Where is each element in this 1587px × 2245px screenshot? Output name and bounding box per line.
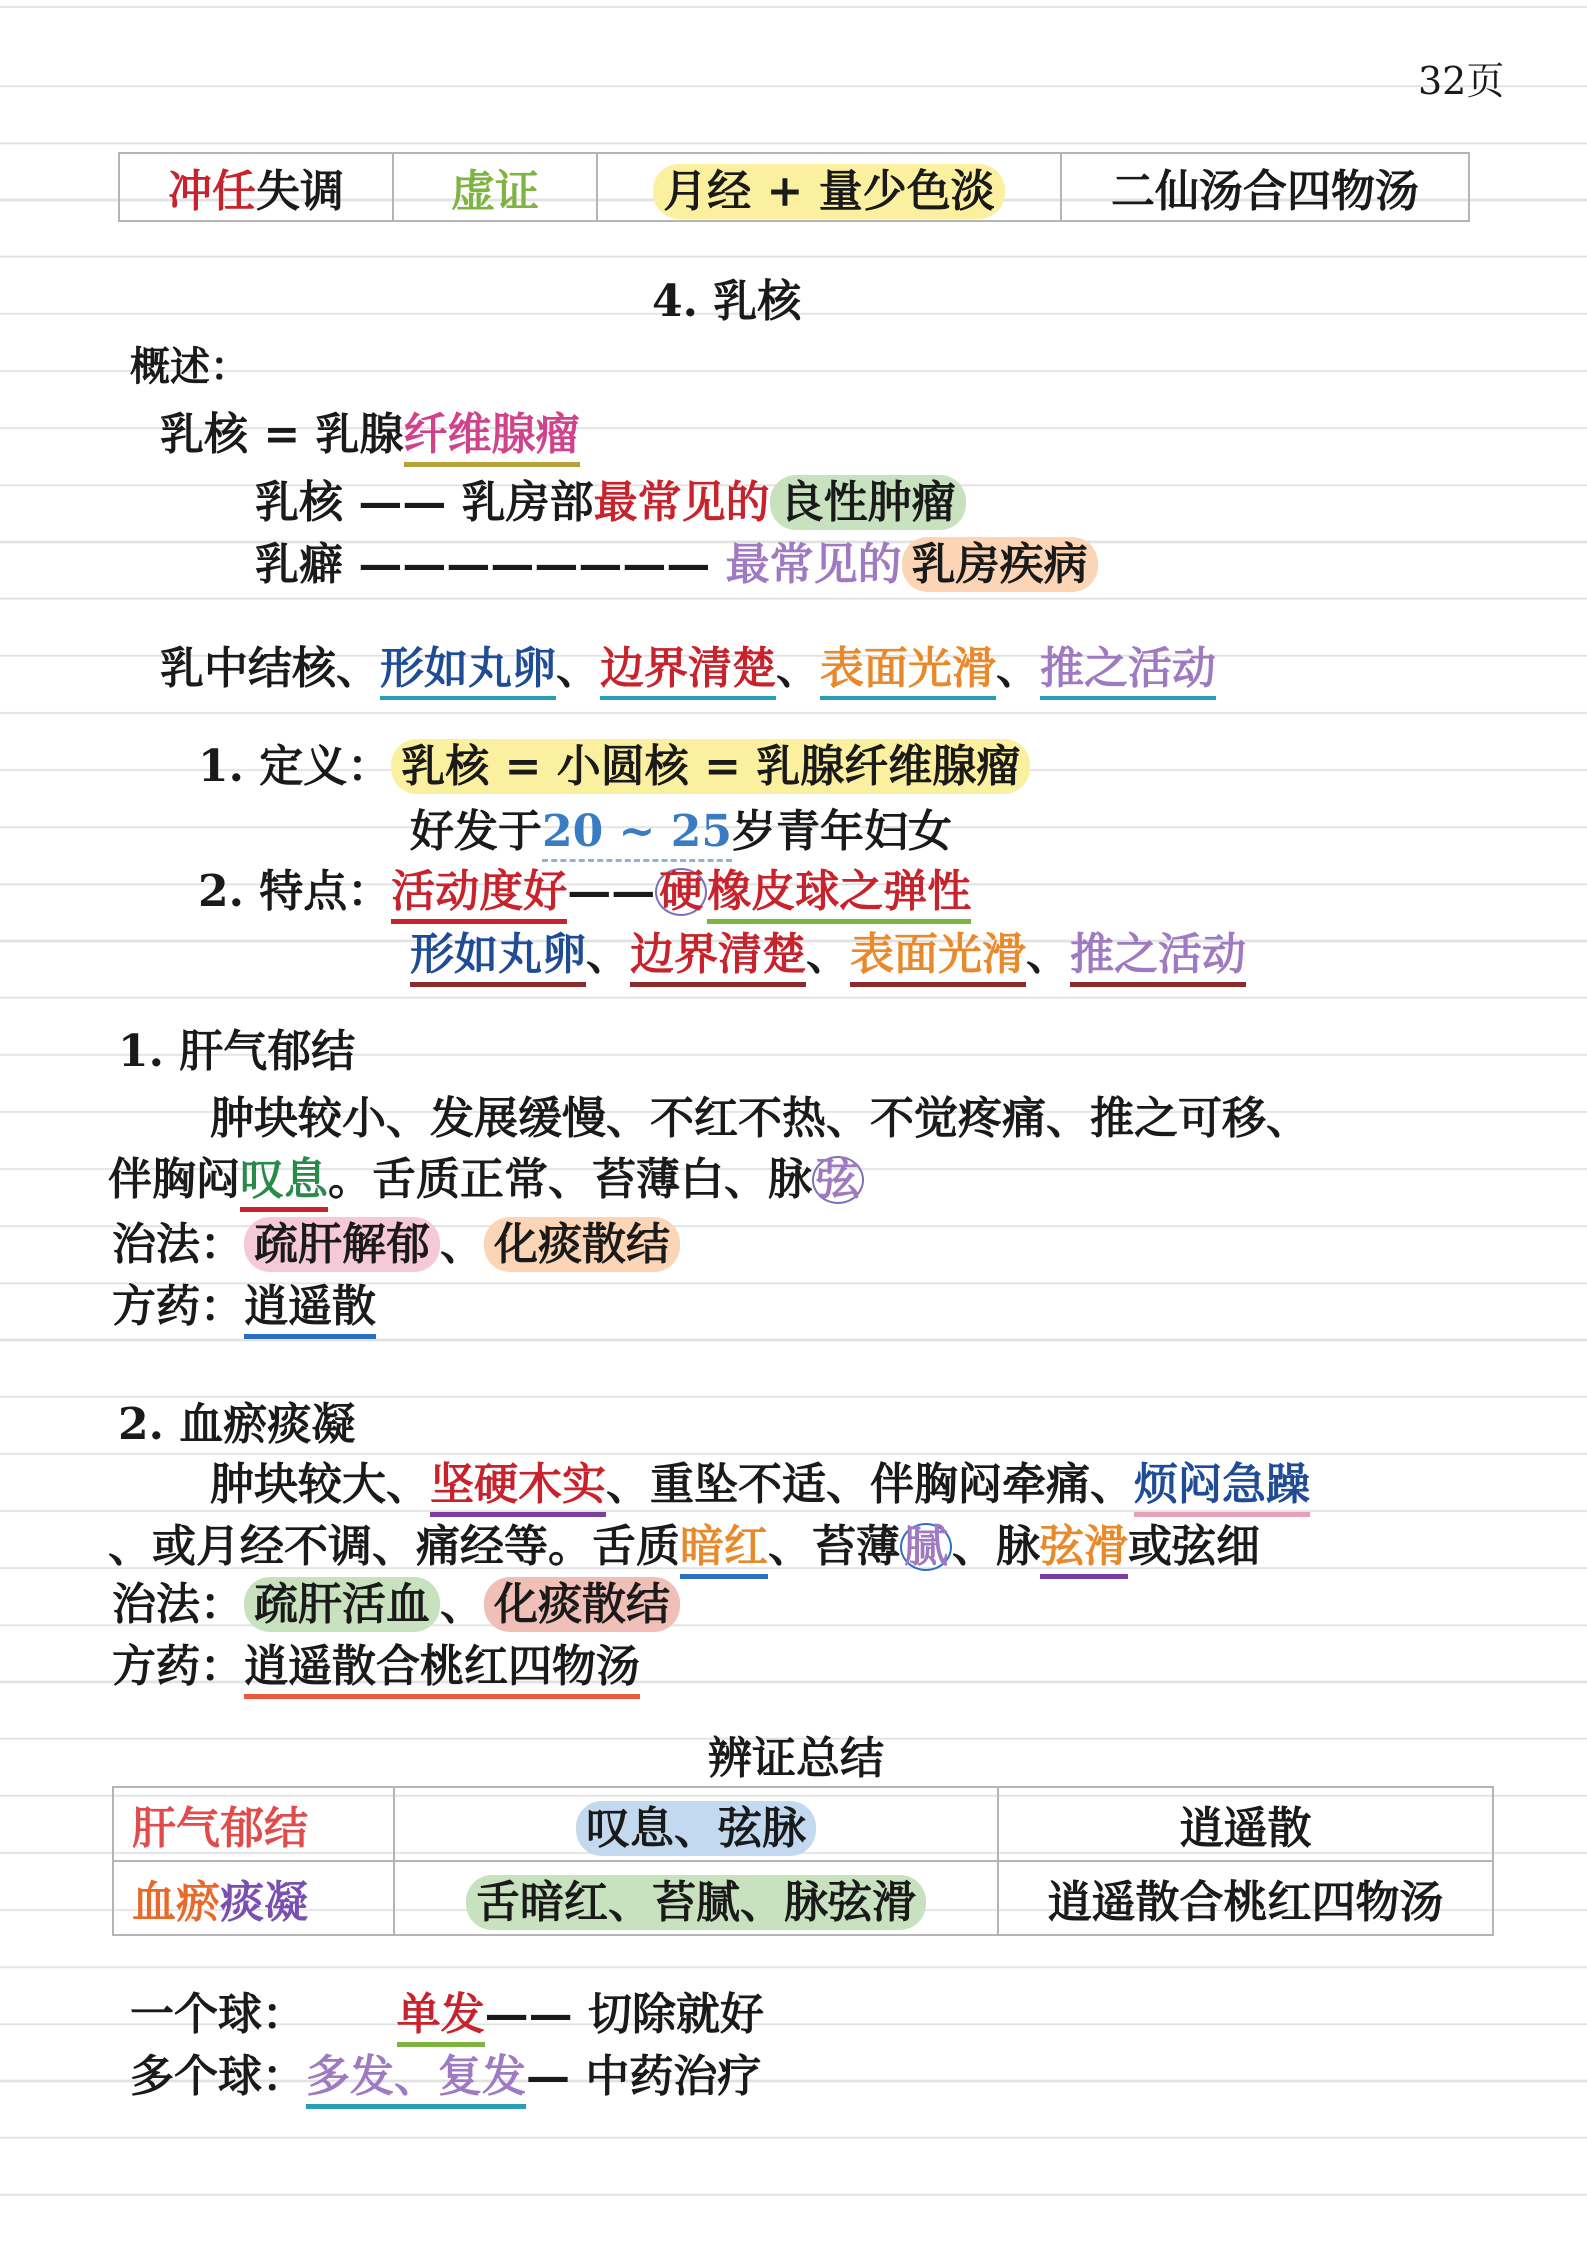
feature-line-2 <box>410 918 1246 982</box>
line-1 <box>160 398 580 462</box>
bottom-one-label: 一个球： <box>130 1989 306 2040</box>
definition-age-suffix: 岁青年妇女 <box>731 806 952 857</box>
line-3-dash: ———————— <box>358 539 711 590</box>
bottom-one-dash: —— <box>484 1989 573 2040</box>
definition-age-range: 20 ~ 25 <box>542 806 732 862</box>
section-2-body-1a: 肿块较大、 <box>210 1459 430 1510</box>
summary-row-1-sign-cell <box>394 1787 998 1861</box>
summary-row-1-rx: 逍遥散 <box>998 1787 1493 1861</box>
summary-row-1-sign: 叹息、弦脉 <box>576 1801 816 1856</box>
line-4 <box>160 632 1216 696</box>
feature-e: 表面光滑 <box>850 929 1026 987</box>
definition-age-prefix: 好发于 <box>410 806 542 857</box>
section-1-rx: 逍遥散 <box>244 1281 376 1339</box>
section-1-body-2c: 。舌质正常、苔薄白、脉 <box>328 1154 812 1205</box>
section-2-body-2g: 或弦细 <box>1128 1521 1260 1572</box>
section-2-body-1b: 坚硬木实 <box>430 1459 606 1517</box>
line-2-dash: —— <box>358 477 447 528</box>
section-1-body-2 <box>108 1143 864 1207</box>
bottom-many-dash: — <box>526 2051 570 2102</box>
line-3 <box>255 528 1098 592</box>
section-2-body-1 <box>210 1448 1310 1512</box>
bottom-line-2 <box>130 2040 761 2104</box>
section-2-body-1c: 、重坠不适、伴胸闷牵痛、 <box>606 1459 1134 1510</box>
section-2-prescription <box>112 1630 640 1694</box>
section-2-rx: 逍遥散合桃红四物汤 <box>244 1641 640 1699</box>
line-2 <box>255 466 966 530</box>
summary-table <box>112 1786 1494 1936</box>
line-4-c: 边界清楚 <box>600 643 776 700</box>
section-2-body-2c: 、苔薄 <box>768 1521 900 1572</box>
summary-row-2-name-a: 血瘀 <box>132 1877 220 1928</box>
page-number: 32页 <box>1418 59 1505 103</box>
section-2-body-2a: 、或月经不调、痛经等。舌质 <box>108 1521 680 1572</box>
line-4-a: 乳中结核、 <box>160 643 380 694</box>
summary-row-2-sign-cell <box>394 1861 998 1935</box>
line-4-sep1: 、 <box>556 643 600 694</box>
line-4-sep2: 、 <box>776 643 820 694</box>
section-1-treatment-1: 疏肝解郁 <box>244 1217 440 1272</box>
top-cell-3-text: 月经 + 量少色淡 <box>653 164 1005 219</box>
section-2-body-2d: 腻 <box>900 1523 952 1571</box>
section-2-treatment-label: 治法： <box>112 1579 244 1630</box>
section-2-treatment-sep: 、 <box>440 1579 484 1630</box>
section-2-treatment <box>112 1568 680 1632</box>
summary-row-2 <box>113 1861 1493 1935</box>
bottom-many-label: 多个球： <box>130 2051 306 2102</box>
line-4-b: 形如丸卵 <box>380 643 556 700</box>
definition-text: 乳核 = 小圆核 = 乳腺纤维腺瘤 <box>391 739 1030 794</box>
section-1-body-2d: 弦 <box>812 1156 864 1204</box>
section-2-treatment-2: 化痰散结 <box>484 1577 680 1632</box>
feature-sep3: 、 <box>1026 929 1070 980</box>
section-1-treatment <box>112 1208 680 1272</box>
bottom-line-1 <box>130 1978 764 2042</box>
section-2-treatment-1: 疏肝活血 <box>244 1577 440 1632</box>
summary-row-2-rx: 逍遥散合桃红四物汤 <box>998 1861 1493 1935</box>
summary-row-2-name <box>113 1861 394 1935</box>
top-cell-1 <box>119 153 393 221</box>
bottom-one-b: 切除就好 <box>587 1989 764 2040</box>
definition-line <box>198 730 1030 794</box>
feature-sep2: 、 <box>806 929 850 980</box>
overview-label: 概述： <box>130 343 250 390</box>
line-2-c: 最常见的 <box>593 477 770 528</box>
line-2-d: 良性肿瘤 <box>770 475 966 530</box>
feature-d: 边界清楚 <box>630 929 806 987</box>
line-4-sep3: 、 <box>996 643 1040 694</box>
top-cell-1-a: 冲任 <box>168 166 256 217</box>
section-2-heading: 2. 血瘀痰凝 <box>118 1399 356 1450</box>
section-1-heading: 1. 肝气郁结 <box>118 1026 356 1077</box>
top-cell-4: 二仙汤合四物汤 <box>1061 153 1469 221</box>
section-1-rx-label: 方药： <box>112 1281 244 1332</box>
section-2-rx-label: 方药： <box>112 1641 244 1692</box>
feature-b: 橡皮球之弹性 <box>707 866 971 924</box>
feature-dash: —— <box>567 866 656 917</box>
top-cell-1-b: 失调 <box>256 166 344 217</box>
feature-c: 形如丸卵 <box>410 929 586 987</box>
top-cell-3 <box>597 153 1061 221</box>
line-4-e: 推之活动 <box>1040 643 1216 700</box>
feature-circle: 硬 <box>655 868 707 916</box>
section-1-prescription <box>112 1270 376 1334</box>
line-2-a: 乳核 <box>255 477 343 528</box>
section-2-body-1d: 烦闷急躁 <box>1134 1459 1310 1517</box>
summary-row-2-name-b: 痰凝 <box>220 1877 308 1928</box>
section-2-body-2b: 暗红 <box>680 1521 768 1579</box>
section-1-body-1: 肿块较小、发展缓慢、不红不热、不觉疼痛、推之可移、 <box>210 1093 1310 1144</box>
bottom-one-a: 单发 <box>397 1989 485 2047</box>
section-2-body-2e: 、脉 <box>952 1521 1040 1572</box>
line-3-a: 乳癖 <box>255 539 343 590</box>
section-1-body-2a: 伴胸闷 <box>108 1154 240 1205</box>
section-1-treatment-2: 化痰散结 <box>484 1217 680 1272</box>
line-1-prefix: 乳核 = 乳腺 <box>160 409 404 460</box>
definition-label: 1. 定义： <box>198 741 392 792</box>
line-3-d: 乳房疾病 <box>902 537 1098 592</box>
summary-row-1 <box>113 1787 1493 1861</box>
line-2-b: 乳房部 <box>461 477 594 528</box>
line-3-c: 最常见的 <box>725 539 902 590</box>
feature-label: 2. 特点： <box>198 866 392 917</box>
line-4-d: 表面光滑 <box>820 643 996 700</box>
line-1-highlight: 纤维腺瘤 <box>404 409 580 467</box>
feature-f: 推之活动 <box>1070 929 1246 987</box>
feature-a: 活动度好 <box>391 866 567 924</box>
summary-row-1-name: 肝气郁结 <box>113 1787 394 1861</box>
section-1-body-2b: 叹息 <box>240 1154 328 1212</box>
page-title: 4. 乳核 <box>652 276 802 327</box>
feature-sep1: 、 <box>586 929 630 980</box>
definition-age-line <box>410 795 952 859</box>
top-table <box>118 152 1470 222</box>
summary-row-2-sign: 舌暗红、苔腻、脉弦滑 <box>466 1875 926 1930</box>
section-2-body-2 <box>108 1510 1260 1574</box>
bottom-many-b: 中药治疗 <box>585 2051 762 2102</box>
section-2-body-2f: 弦滑 <box>1040 1521 1128 1579</box>
section-1-treatment-label: 治法： <box>112 1219 244 1270</box>
section-1-treatment-sep: 、 <box>440 1219 484 1270</box>
summary-title: 辨证总结 <box>708 1733 884 1784</box>
top-cell-2: 虚证 <box>393 153 597 221</box>
feature-line-1 <box>198 855 971 919</box>
bottom-many-a: 多发、复发 <box>306 2051 526 2109</box>
